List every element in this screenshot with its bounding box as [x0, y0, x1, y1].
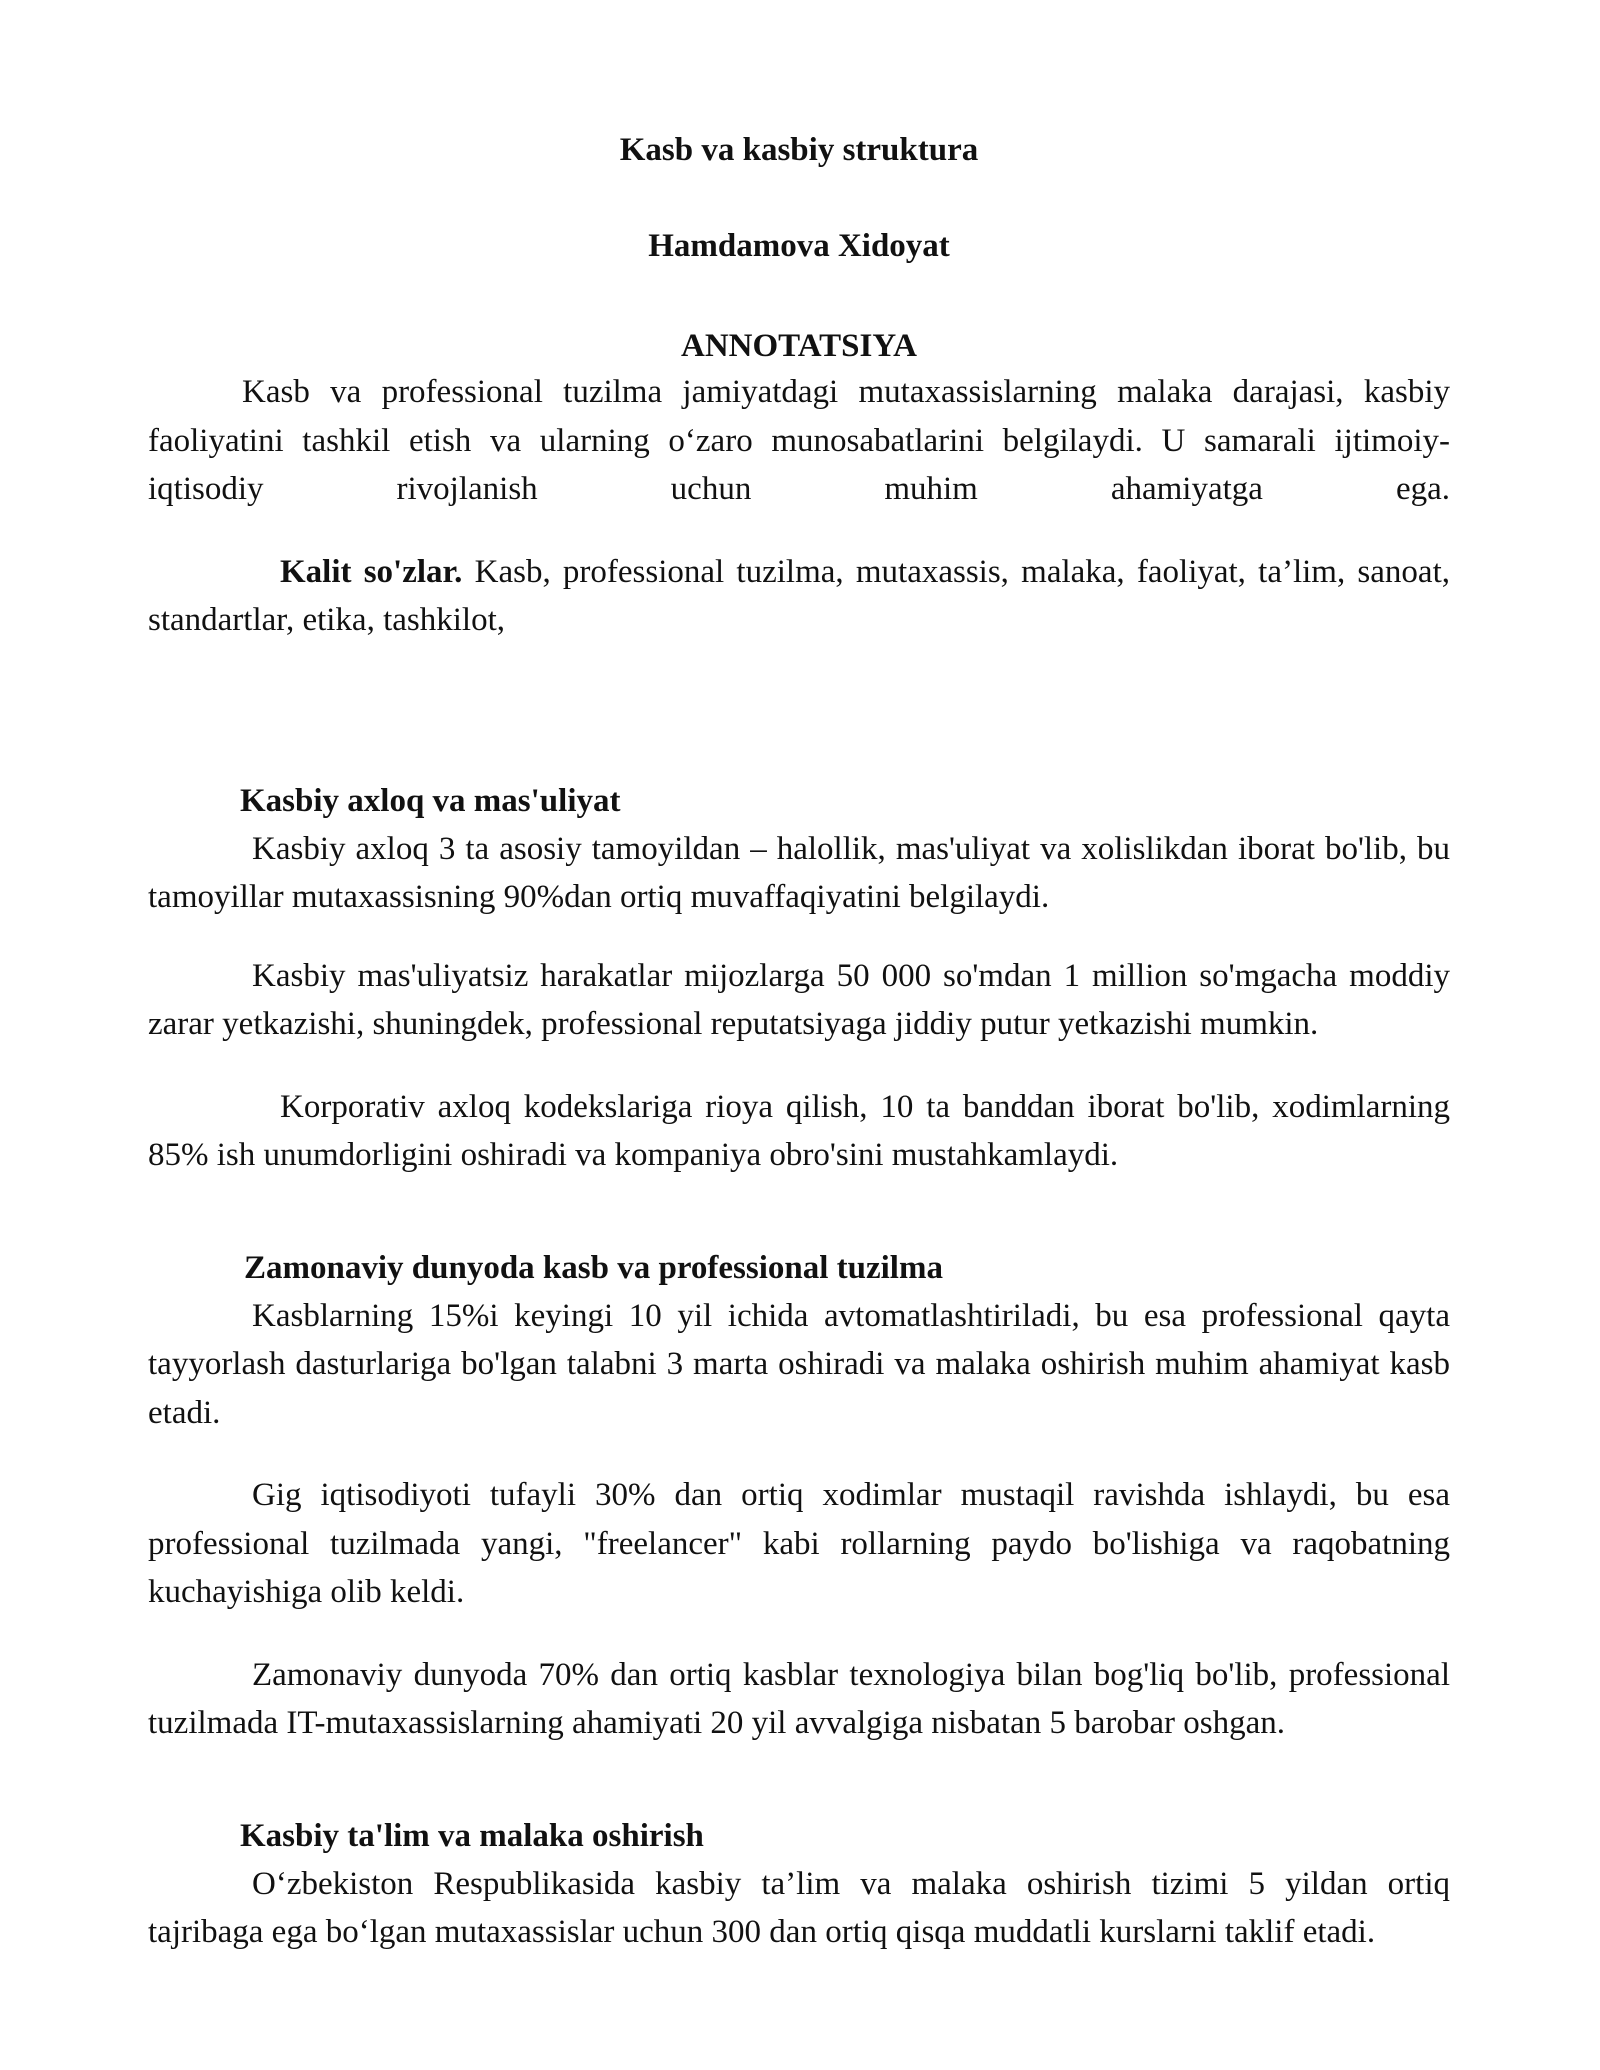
annotation-paragraph: Kasb va professional tuzilma jamiyatdagi mutaxassislarning malaka darajasi, kasbiy faoliyatini tashkil etish va ularning o‘zaro munosabatlarini belgilaydi. U samarali ijtimoiy-iqtisodiy rivojlanish uchun muhim ahamiyatga ega. [148, 374, 1450, 507]
document-author: Hamdamova Xidoyat [648, 228, 950, 264]
section-ethics-paragraph-2: Kasbiy mas'uliyatsiz harakatlar mijozlarga 50 000 so'mdan 1 million so'mgacha moddiy zarar yetkazishi, shuningdek, professional reputatsiyaga jiddiy putur yetkazishi mumkin. [148, 957, 1450, 1042]
section-heading-ethics: Kasbiy axloq va mas'uliyat [240, 782, 621, 819]
annotation-heading: ANNOTATSIYA [681, 328, 917, 364]
section-heading-modern-world: Zamonaviy dunyoda kasb va professional tuzilma [244, 1249, 943, 1286]
section-ethics-paragraph-1: Kasbiy axloq 3 ta asosiy tamoyildan – halollik, mas'uliyat va xolislikdan iborat bo'lib, bu tamoyillar mutaxassisning 90%dan ortiq muvaffaqiyatini belgilaydi. [148, 830, 1450, 915]
document-body [148, 128, 1450, 1957]
section-modern-paragraph-2: Gig iqtisodiyoti tufayli 30% dan ortiq xodimlar mustaqil ravishda ishlaydi, bu esa professional tuzilmada yangi, "freelancer" kabi rollarning paydo bo'lishiga va raqobatning kuchayishiga olib keldi. [148, 1477, 1450, 1610]
section-ethics-paragraph-3: Korporativ axloq kodekslariga rioya qilish, 10 ta banddan iborat bo'lib, xodimlarning 85% ish unumdorligini oshiradi va kompaniya obro'sini mustahkamlaydi. [148, 1088, 1450, 1173]
keywords-paragraph [148, 548, 1450, 645]
keywords-text: Kasb, professional tuzilma, mutaxassis, malaka, faoliyat, ta’lim, sanoat, standartlar, etika, tashkilot, [148, 553, 1450, 638]
document-title: Kasb va kasbiy struktura [619, 132, 979, 168]
section-education-paragraph-1: O‘zbekiston Respublikasida kasbiy ta’lim va malaka oshirish tizimi 5 yildan ortiq tajribaga ega bo‘lgan mutaxassislar uchun 300 dan ortiq qisqa muddatli kurslarni taklif etadi. [148, 1865, 1450, 1950]
section-modern-paragraph-3: Zamonaviy dunyoda 70% dan ortiq kasblar texnologiya bilan bog'liq bo'lib, professional tuzilmada IT-mutaxassislarning ahamiyati 20 yil avvalgiga nisbatan 5 barobar oshgan. [148, 1656, 1450, 1741]
section-heading-education: Kasbiy ta'lim va malaka oshirish [240, 1817, 704, 1854]
keywords-label: Kalit so'zlar. [280, 553, 463, 590]
section-modern-paragraph-1: Kasblarning 15%i keyingi 10 yil ichida avtomatlashtiriladi, bu esa professional qayta tayyorlash dasturlariga bo'lgan talabni 3 marta oshiradi va malaka oshirish muhim ahamiyat kasb etadi. [148, 1297, 1450, 1431]
